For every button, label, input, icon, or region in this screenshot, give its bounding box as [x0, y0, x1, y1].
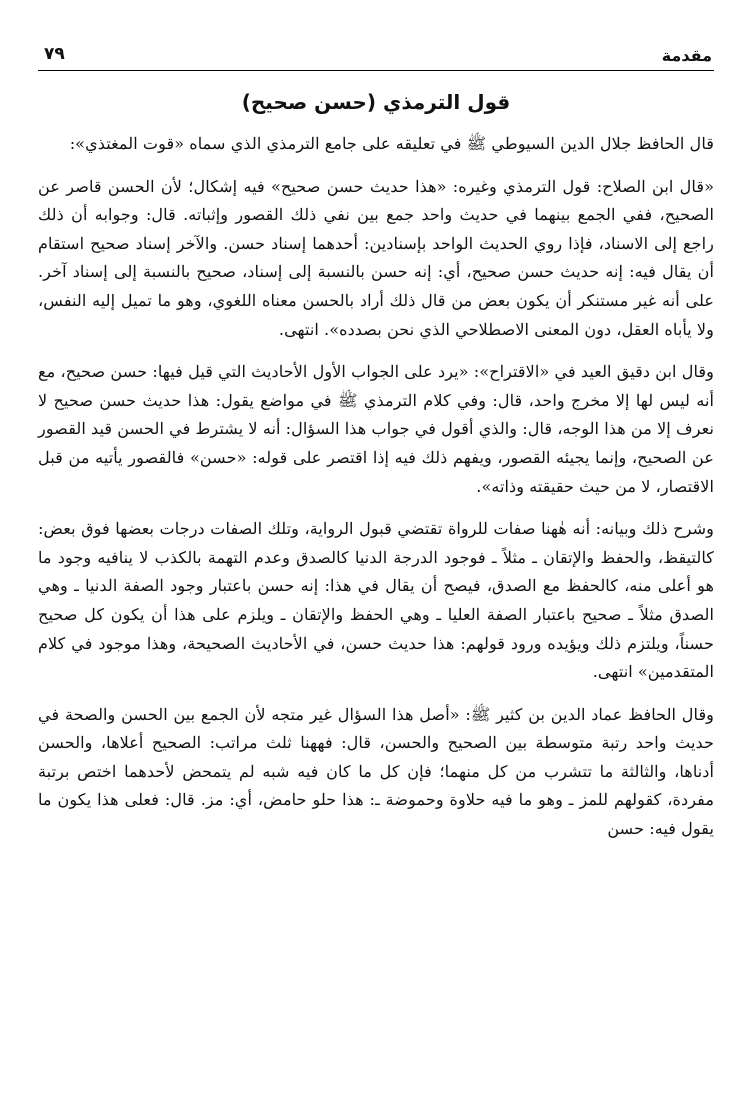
page-header	[38, 38, 714, 71]
paragraph-2: «قال ابن الصلاح: قول الترمذي وغيره: «هذا حديث حسن صحيح» فيه إشكال؛ لأن الحسن قاصر عن الصحيح، ففي الجمع بينهما في حديث واحد جمع بين نفي ذلك القصور وإثباته. قال: وجوابه أن ذلك راجع إلى الاسناد، فإذا روي الحديث الواحد بإسنادين: أحدهما إسناد حسن. والآخر إسناد صحيح استقام أن يقال فيه: إنه حديث حسن صحيح، أي: إنه حسن بالنسبة إلى إسناد، صحيح بالنسبة إلى إسناد آخر. على أنه غير مستنكر أن يكون بعض من قال ذلك أراد بالحسن معناه اللغوي، وهو ما تميل إليه النفس، ولا يأباه العقل، دون المعنى الاصطلاحي الذي نحن بصدده». انتهى.	[38, 176, 714, 339]
page-body	[38, 90, 714, 858]
paragraph-4: وشرح ذلك وبيانه: أنه هٰهنا صفات للرواة تقتضي قبول الرواية، وتلك الصفات درجات بعضها فوق بعض: كالتيقظ، والحفظ والإتقان ـ مثلاً ـ فوجود الدرجة الدنيا كالصدق وعدم التهمة بالكذب لا ينافيه وجود ما هو أعلى منه، كالحفظ مع الصدق، فيصح أن يقال في هذا: إنه حسن باعتبار وجود الصفة الدنيا ـ وهي الصدق مثلاً ـ صحيح باعتبار الصفة العليا ـ وهي الحفظ والإتقان ـ ويلزم على هذا أن يكون كل صحيح حسناً، ويلتزم ذلك ويؤيده ورود قولهم: هذا حديث حسن، في الأحاديث الصحيحة، وهذا موجود في كلام المتقدمين» انتهى.	[38, 519, 714, 682]
paragraph-5: وقال الحافظ عماد الدين بن كثير ﷺ: «أصل هذا السؤال غير متجه لأن الجمع بين الحسن والصحة في حديث واحد رتبة متوسطة بين الصحيح والحسن، قال: فههنا ثلث مراتب: الصحيح أعلاها، والحسن أدناها، والثالثة ما تتشرب من كل منهما؛ فإن كل ما كان فيه شبه لم يتمحض لأحدهما اختص برتبة مفردة، كقولهم للمز ـ وهو ما فيه حلاوة وحموضة ـ: هذا حلو حامض، أي: مز. قال: فعلى هذا يكون ما يقول فيه: حسن	[38, 704, 714, 839]
running-title: مقدمة	[661, 46, 712, 65]
paragraph-1: قال الحافظ جلال الدين السيوطي ﷺ في تعليقه على جامع الترمذي الذي سماه «قوت المغتذي»:	[69, 134, 714, 153]
page-number: ٧٩	[44, 44, 65, 64]
section-title: قول الترمذي (حسن صحيح)	[241, 90, 511, 114]
paragraph-3: وقال ابن دقيق العيد في «الاقتراح»: «يرد على الجواب الأول الأحاديث التي قيل فيها: حسن صحيح، مع أنه ليس لها إلا مخرج واحد، قال: وفي كلام الترمذي ﷺ في مواضع يقول: هذا حديث حسن صحيح لا نعرف إلا من هذا الوجه، قال: والذي أقول في جواب هذا السؤال: أنه لا يشترط في الحسن قيد القصور عن الصحيح، وإنما يجيئه القصور، ويفهم ذلك فيه إذا اقتصر على قوله: «حسن» فالقصور يأتيه من قبل الاقتصار، لا من حيث حقيقته وذاته».	[38, 362, 714, 496]
